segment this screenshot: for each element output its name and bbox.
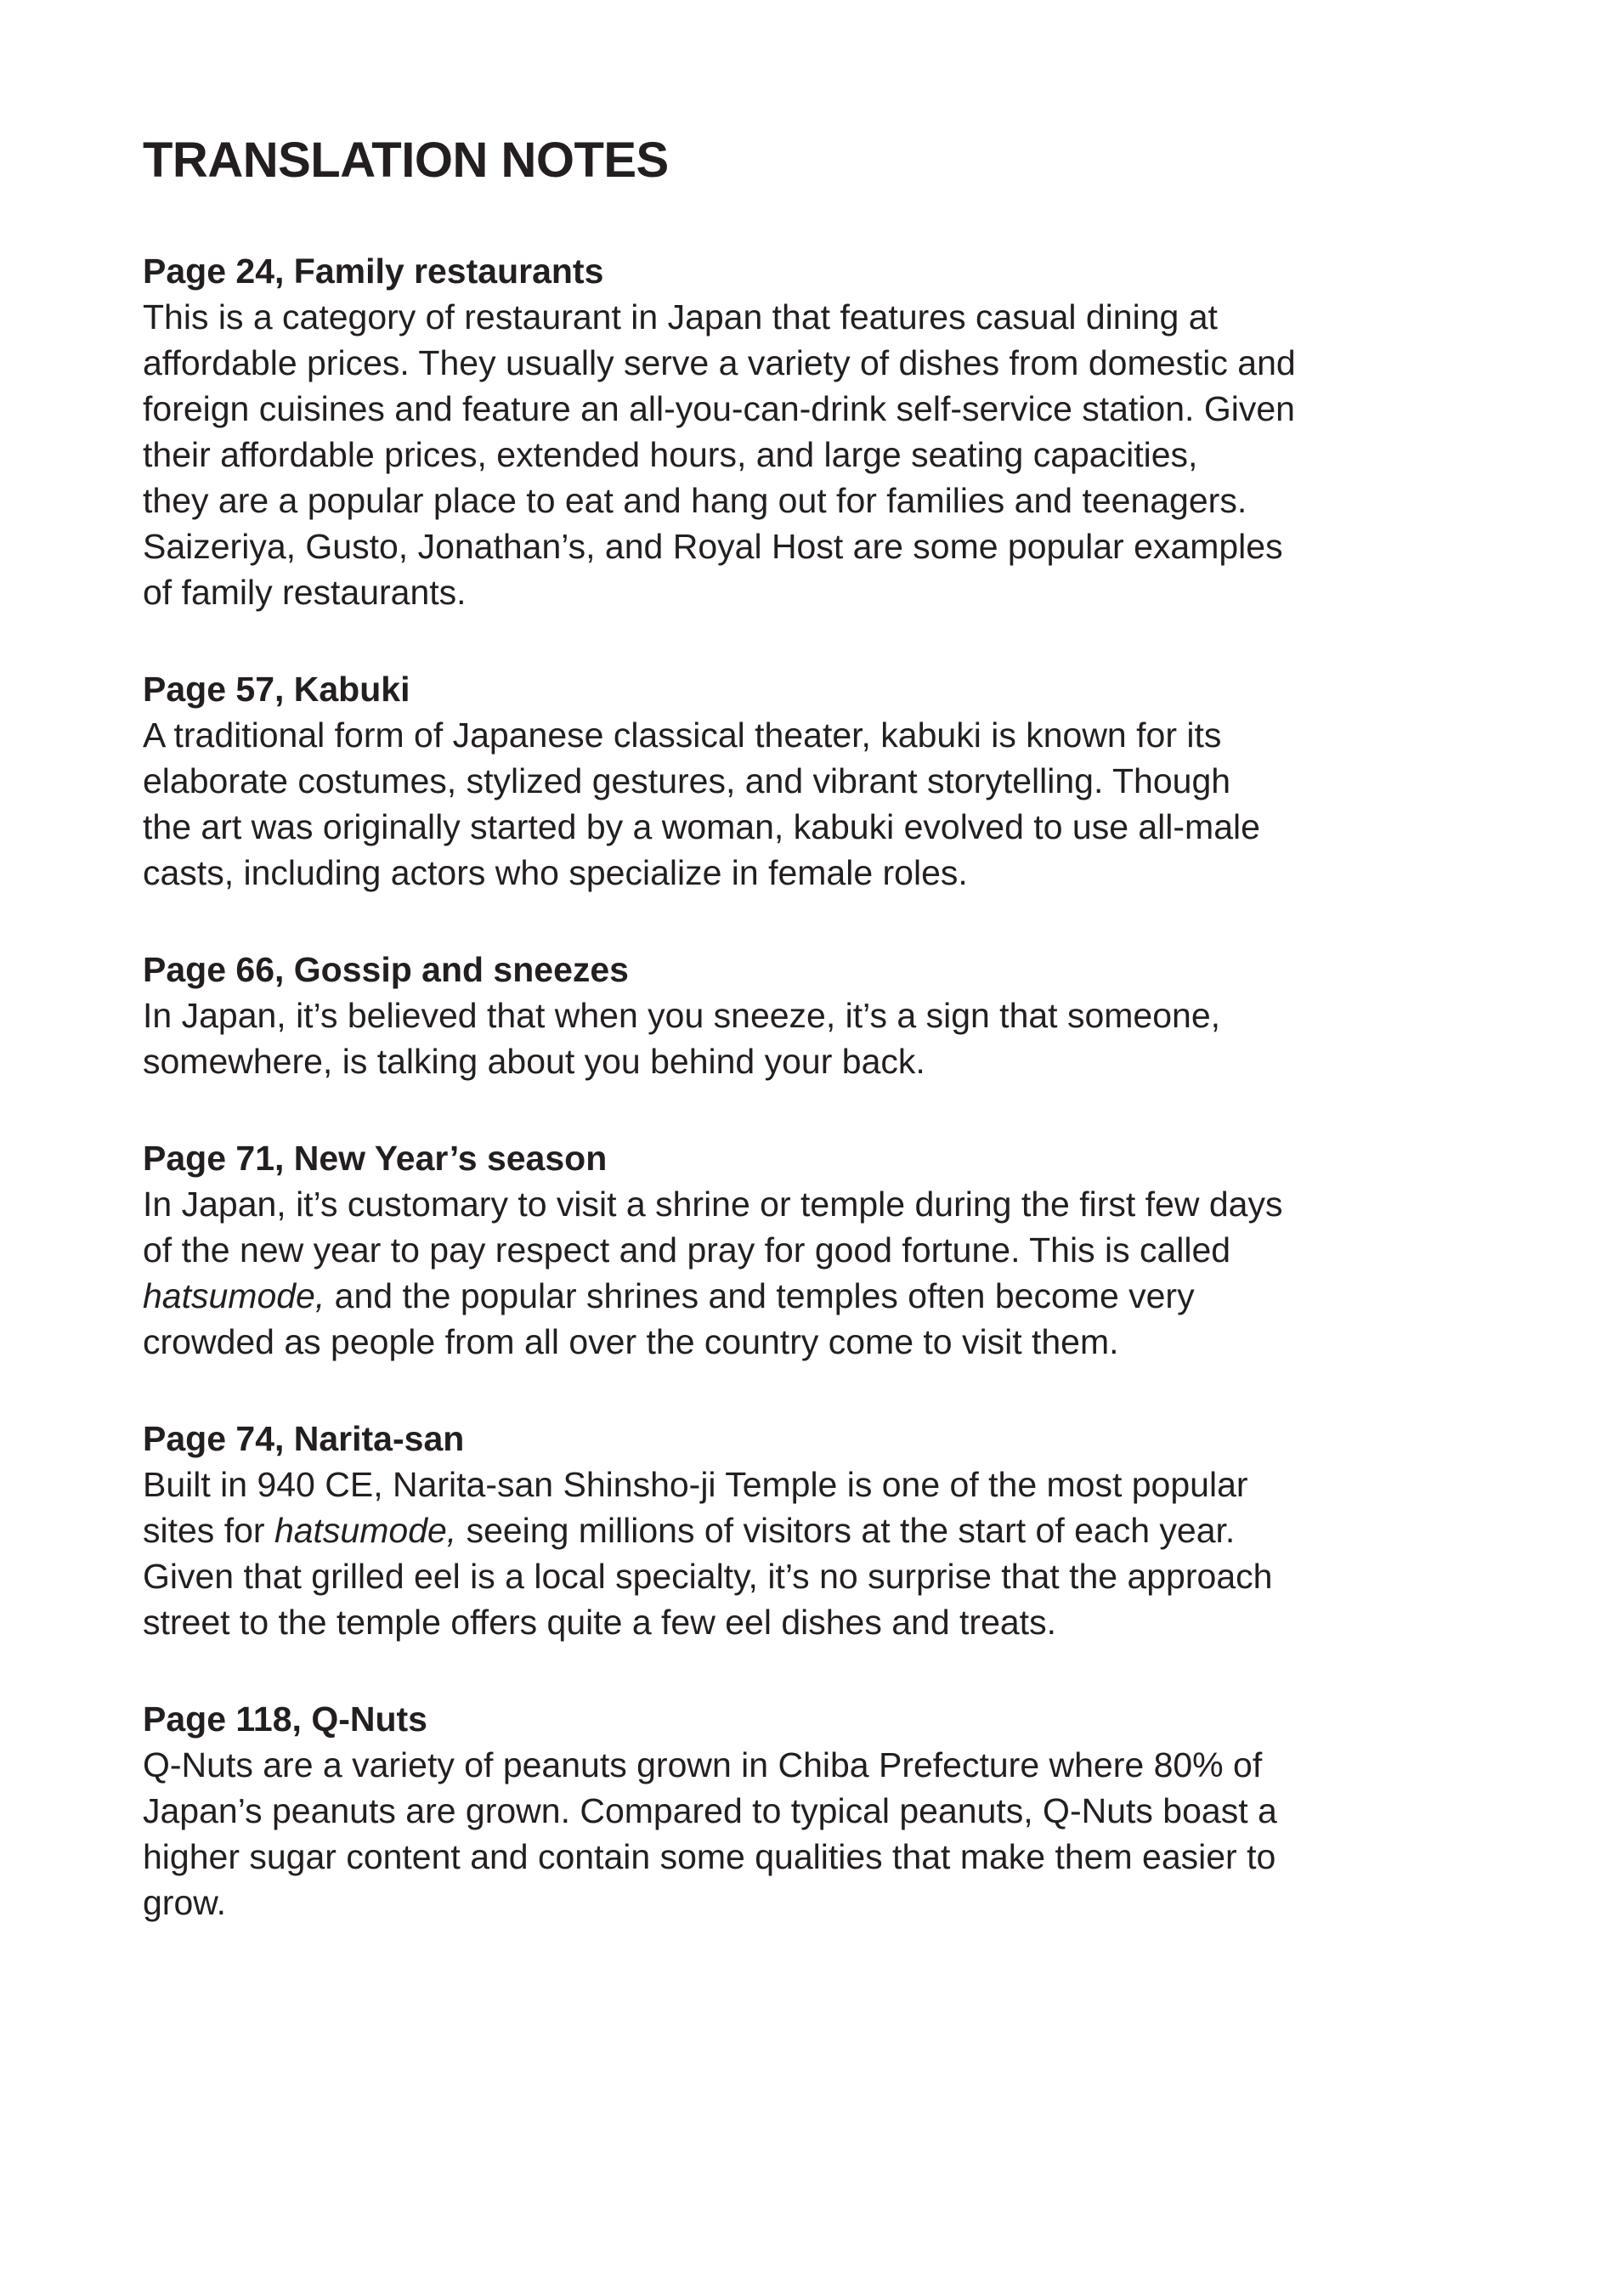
text-run: Q-Nuts are a variety of peanuts grown in Chiba Prefecture where 80% of: [143, 1745, 1263, 1784]
text-run: In Japan, it’s customary to visit a shrine or temple during the first few days: [143, 1185, 1283, 1224]
section-body: [143, 294, 1510, 615]
text-run: Saizeriya, Gusto, Jonathan’s, and Royal Host are some popular examples: [143, 527, 1283, 566]
section-page-66-gossip-and-sneezes: [143, 947, 1510, 1084]
section-body: [143, 1462, 1510, 1645]
text-run: somewhere, is talking about you behind your back.: [143, 1042, 925, 1081]
text-line: [143, 1788, 1510, 1834]
section-page-57-kabuki: [143, 666, 1510, 896]
text-line: [143, 1834, 1510, 1880]
text-run: casts, including actors who specialize in female roles.: [143, 853, 968, 892]
text-run: A traditional form of Japanese classical theater, kabuki is known for its: [143, 715, 1222, 755]
text-run: Built in 940 CE, Narita-san Shinsho-ji Temple is one of the most popular: [143, 1465, 1248, 1504]
text-line: [143, 478, 1510, 523]
section-body: [143, 712, 1510, 896]
text-line: [143, 1227, 1510, 1273]
text-line: [143, 804, 1510, 850]
text-run: affordable prices. They usually serve a variety of dishes from domestic and: [143, 343, 1296, 382]
text-line: [143, 1462, 1510, 1507]
text-line: [143, 386, 1510, 432]
text-run: of the new year to pay respect and pray for good fortune. This is called: [143, 1230, 1231, 1270]
section-heading: Page 24, Family restaurants: [143, 252, 604, 291]
text-run: sites for: [143, 1511, 274, 1550]
text-run: elaborate costumes, stylized gestures, and vibrant storytelling. Though: [143, 761, 1231, 800]
text-line: [143, 340, 1510, 386]
section-page-74-narita-san: [143, 1416, 1510, 1645]
section-page-118-q-nuts: [143, 1696, 1510, 1926]
text-line: [143, 1553, 1510, 1599]
text-run: seeing millions of visitors at the start of each year.: [456, 1511, 1236, 1550]
text-line: [143, 1880, 1510, 1926]
section-heading: Page 66, Gossip and sneezes: [143, 950, 629, 989]
text-line: [143, 758, 1510, 804]
text-line: [143, 1599, 1510, 1645]
text-line: [143, 294, 1510, 340]
section-heading: Page 71, New Year’s season: [143, 1139, 608, 1178]
text-run: of family restaurants.: [143, 573, 467, 612]
section-heading: Page 57, Kabuki: [143, 670, 410, 709]
text-line: [143, 523, 1510, 569]
text-line: [143, 850, 1510, 896]
text-line: [143, 569, 1510, 615]
text-run: street to the temple offers quite a few eel dishes and treats.: [143, 1603, 1056, 1642]
section-heading: Page 118, Q-Nuts: [143, 1699, 427, 1739]
text-run: In Japan, it’s believed that when you sneeze, it’s a sign that someone,: [143, 996, 1221, 1035]
text-run: foreign cuisines and feature an all-you-can-drink self-service station. Given: [143, 389, 1295, 428]
text-line: [143, 1507, 1510, 1553]
text-line: [143, 1742, 1510, 1788]
text-line: [143, 1038, 1510, 1084]
text-run: This is a category of restaurant in Japan that features casual dining at: [143, 297, 1218, 336]
section-page-24-family-restaurants: [143, 248, 1510, 615]
page-title: TRANSLATION NOTES: [143, 133, 669, 188]
text-line: [143, 1319, 1510, 1365]
text-run: higher sugar content and contain some qualities that make them easier to: [143, 1837, 1276, 1876]
italic-term: hatsumode,: [143, 1276, 325, 1315]
text-line: [143, 1181, 1510, 1227]
text-run: crowded as people from all over the country come to visit them.: [143, 1322, 1119, 1361]
text-run: Given that grilled eel is a local specialty, it’s no surprise that the approach: [143, 1557, 1273, 1596]
text-run: the art was originally started by a woman, kabuki evolved to use all-male: [143, 807, 1260, 846]
text-run: grow.: [143, 1883, 226, 1922]
section-body: [143, 992, 1510, 1084]
text-run: they are a popular place to eat and hang out for families and teenagers.: [143, 481, 1247, 520]
section-heading: Page 74, Narita-san: [143, 1419, 465, 1458]
section-body: [143, 1181, 1510, 1365]
text-run: Japan’s peanuts are grown. Compared to typical peanuts, Q-Nuts boast a: [143, 1791, 1277, 1830]
text-run: their affordable prices, extended hours, and large seating capacities,: [143, 435, 1198, 474]
section-page-71-new-years-season: [143, 1135, 1510, 1365]
text-line: [143, 432, 1510, 478]
text-line: [143, 992, 1510, 1038]
text-line: [143, 1273, 1510, 1319]
section-body: [143, 1742, 1510, 1926]
text-run: and the popular shrines and temples often become very: [325, 1276, 1195, 1315]
text-line: [143, 712, 1510, 758]
italic-term: hatsumode,: [274, 1511, 457, 1550]
